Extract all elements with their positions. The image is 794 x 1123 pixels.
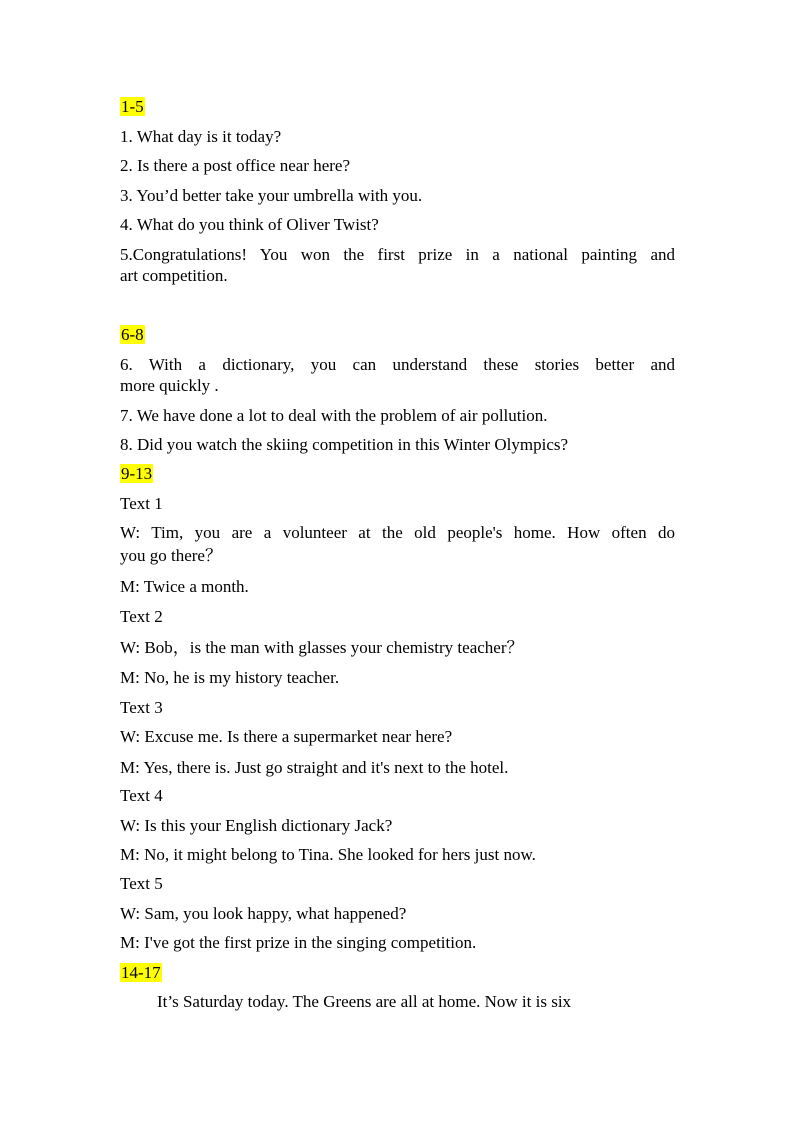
text-2-w: W: Bob，is the man with glasses your chemistry teacher？	[120, 638, 524, 657]
question-6-line-1: 6. With a dictionary, you can understand these stories better and	[120, 355, 675, 374]
section-heading-9-13	[120, 463, 675, 484]
highlight: 14-17	[121, 963, 161, 982]
section-heading-1-5	[120, 96, 675, 117]
question-5-line-1: 5.Congratulations! You won the first prize in a national painting and	[120, 245, 675, 264]
text-1-heading: Text 1	[120, 494, 163, 513]
text-4-heading: Text 4	[120, 786, 163, 805]
text-2-heading: Text 2	[120, 607, 163, 626]
question-7: 7. We have done a lot to deal with the problem of air pollution.	[120, 406, 548, 425]
text-4-w: W: Is this your English dictionary Jack?	[120, 816, 393, 835]
question-3: 3. You’d better take your umbrella with you.	[120, 186, 423, 205]
section-heading-14-17	[120, 962, 675, 983]
highlight: 1-5	[121, 97, 144, 116]
question-6-line-2: more quickly .	[120, 376, 219, 395]
question-5-line-2: art competition.	[120, 266, 228, 285]
text-1-w-line-1: W: Tim, you are a volunteer at the old people's home. How often do	[120, 523, 675, 542]
text-3-m: M: Yes, there is. Just go straight and it's next to the hotel.	[120, 758, 509, 777]
text-2-m: M: No, he is my history teacher.	[120, 668, 340, 687]
text-5-w: W: Sam, you look happy, what happened?	[120, 904, 407, 923]
highlight: 9-13	[121, 464, 153, 483]
question-4: 4. What do you think of Oliver Twist?	[120, 215, 379, 234]
highlight: 6-8	[121, 325, 144, 344]
text-1-m: M: Twice a month.	[120, 577, 249, 596]
question-1: 1. What day is it today?	[120, 127, 282, 146]
text-3-heading: Text 3	[120, 698, 163, 717]
question-2: 2. Is there a post office near here?	[120, 156, 351, 175]
section-heading-6-8	[120, 324, 675, 345]
text-4-m: M: No, it might belong to Tina. She looked for hers just now.	[120, 845, 536, 864]
text-5-heading: Text 5	[120, 874, 163, 893]
question-8: 8. Did you watch the skiing competition in this Winter Olympics?	[120, 435, 569, 454]
text-5-m: M: I've got the first prize in the singing competition.	[120, 933, 477, 952]
passage-line-1: It’s Saturday today. The Greens are all at home. Now it is six	[157, 992, 572, 1011]
text-3-w: W: Excuse me. Is there a supermarket near here?	[120, 727, 453, 746]
text-1-w-line-2: you go there？	[120, 546, 222, 565]
